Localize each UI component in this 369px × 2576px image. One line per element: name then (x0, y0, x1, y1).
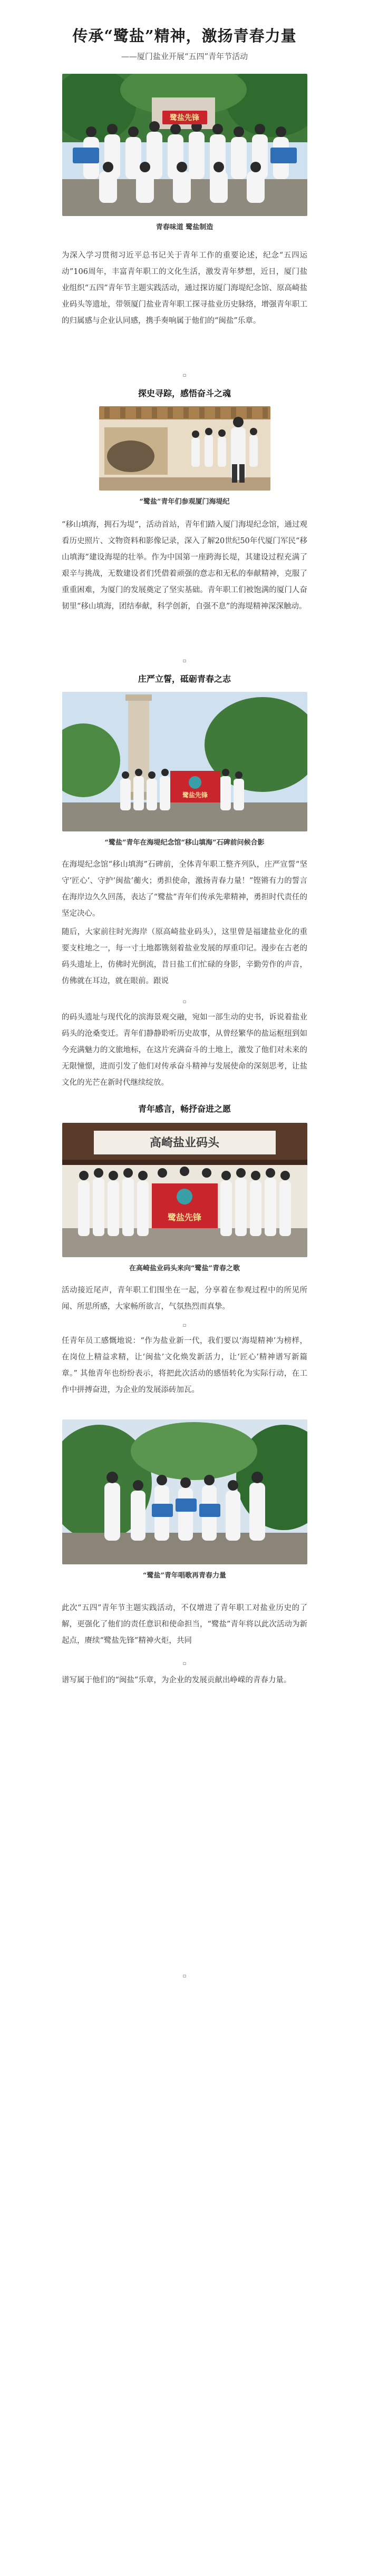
page-end-marker: ▫ (182, 1973, 187, 1979)
group-park-illustration (62, 74, 307, 216)
museum-illustration (99, 406, 270, 491)
photo-monument-oath (62, 692, 307, 831)
flag-text: 鹭盐先锋 (182, 791, 208, 799)
paragraph-oath: 在海堤纪念馆“移山填海”石碑前，全体青年职工整齐列队，庄严宣誓“坚守‘匠心’、守护‘闽盐’蘅火；勇担使命，激扬青春力量！”铿锵有力的誓言在海岸边久久回荡，表达了“鹭盐”青年们传承先辈精神，勇担时代责任的坚定决心。 (62, 860, 307, 918)
photo-group-park (62, 74, 307, 216)
photo-caption-3: “鹭盐”青年在海堤纪念馆“移山填海”石碑前问候合影 (104, 839, 265, 847)
section-heading-voices: 青年感言，畅抒奋进之愿 (138, 1104, 231, 1114)
section-heading-oath: 庄严立誓，砥砺青春之志 (138, 674, 231, 684)
section-marker: ▫ (182, 658, 187, 664)
photo-museum-visit (99, 406, 270, 491)
photo-caption-2: “鹭盐”青年们参观厦门海堤纪 (139, 498, 230, 506)
paragraph-intro: 为深入学习贯彻习近平总书记关于青年工作的重要论述，纪念“五四运动”106周年，丰富青年职工的文化生活，激发青年梦想，近日，厦门盐业组织“五四”青年节主题实践活动，通过探访厦门海堤纪念馆、原高崎盐业码头等遗址，带领厦门盐业青年职工探寻盐业历史脉络，增强青年职工的归属感与企业认同感，携手奏响属于他们的“闽盐”乐章。 (62, 251, 307, 325)
section-heading-history: 探史寻踪，感悟奋斗之魂 (138, 388, 231, 398)
paragraph-closing-1: 此次“五四”青年节主题实践活动，不仅增进了青年职工对盐业历史的了解，更强化了他们的责任意识和使命担当，“鹭盐”青年将以此次活动为新起点，赓续“鹭盐先锋”精神火炬，共同 (62, 1604, 307, 1645)
photo-group-signs (62, 1419, 307, 1564)
photo-caption-1: 青春味道 鹭盐制造 (156, 223, 213, 231)
photo-salt-pier (62, 1123, 307, 1257)
article-subtitle: ——厦门盐业开展“五四”青年节活动 (121, 52, 248, 61)
sign-text: 高崎盐业码头 (149, 1136, 219, 1150)
salt-pier-illustration (62, 1123, 307, 1257)
section-marker: ▫ (182, 999, 187, 1005)
article-title: 传承“鹭盐”精神，激扬青春力量 (72, 27, 297, 45)
paragraph-closing-2: 谱写属于他们的“闽盐”乐章，为企业的发展贡献出峥嵘的青春力量。 (62, 1676, 292, 1684)
paragraph-pier-1: 随后，大家前往时光海岸（原高崎盐业码头），这里曾是福建盐业化的重要支柱地之一，每一寸土地都镌刻着盐业发展的厚重印记。漫步在古老的码头遗址上，仿佛时光倒流，昔日盐工们忙碌的身影，辛勤劳作的声音，仿佛就在耳边，就在眼前。跟说 (62, 928, 307, 985)
group-signs-illustration (62, 1419, 307, 1564)
section-marker: ▫ (182, 1661, 187, 1667)
banner-text: 鹭盐先锋 (169, 114, 199, 122)
paragraph-pier-2: 的码头遗址与现代化的滨海景观交融，宛如一部生动的史书，诉说着盐业码头的沧桑变迁。青年们静静聆听历史故事，从曾经繁华的盐运枢纽到如今充满魅力的文旅地标，在这片充满奋斗的土地上，激发了他们对未来的无限憧憬，进而引发了他们对传承奋斗精神与发展使命的深刻思考，让盐文化的光芒在新时代继续绽放。 (62, 1013, 307, 1087)
paragraph-voices-1: 活动接近尾声，青年职工们围坐在一起，分享着在参观过程中的所见所闻、所思所感，大家畅所欲言，气氛热烈而真挚。 (62, 1286, 307, 1311)
pier-flag-text: 鹭盐先锋 (167, 1212, 201, 1222)
section-marker: ▫ (182, 1323, 187, 1328)
paragraph-history: “移山填海，拥石为堤”，活动首站，青年们踏入厦门海堤纪念馆，通过观看历史照片、文物资料和影像记录，深入了解20世纪50年代厦门军民“移山填海”建设海堤的壮举。作为中国第一座跨海长堤，其建设过程充满了艰辛与挑战，无数建设者们凭借着顽强的意志和无私的奉献精神，克服了重重困难，为厦门的发展奠定了坚实基础。青年职工们被饱满的厦门人奋韧里“移山填海，团结奉献，科学创新，自强不息”的海堤精神深深触动。 (62, 521, 307, 611)
section-marker: ▫ (182, 373, 187, 378)
photo-caption-5: “鹭盐”青年唱歌再青春力量 (143, 1572, 226, 1580)
monument-illustration (62, 692, 307, 831)
photo-caption-4: 在高崎盐业码头来向“鹭盐”青春之歌 (129, 1265, 240, 1272)
paragraph-voices-2: 任青年员工感慨地说：“作为盐业新一代，我们要以‘海堤精神’为榜样，在岗位上精益求精，让‘闽盐’文化焕发新活力，让‘匠心’精神谱写新篇章。” 其他青年也纷纷表示，将把此次活动的感悟转化为实际行动，在工作中拼搏奋进，为企业的发展添砖加瓦。 (62, 1337, 307, 1394)
